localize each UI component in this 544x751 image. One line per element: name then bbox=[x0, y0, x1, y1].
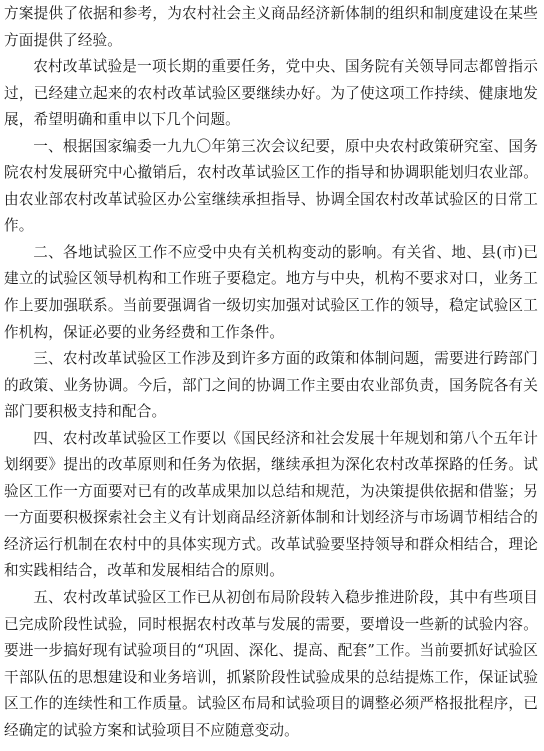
paragraph-item-3: 三、农村改革试验区工作涉及到许多方面的政策和体制问题，需要进行跨部门的政策、业务协调。今后，部门之间的协调工作主要由农业部负责，国务院各有关部门要积极支持和配合。 bbox=[4, 350, 538, 421]
paragraph-item-1: 一、根据国家编委一九九〇年第三次会议纪要，原中央农村政策研究室、国务院农村发展研究中心撤销后，农村改革试验区工作的指导和协调职能划归农业部。由农业部农村改革试验区办公室继续承担指导、协调全国农村改革试验区的日常工作。 bbox=[4, 137, 538, 235]
paragraph-intro: 农村改革试验是一项长期的重要任务，党中央、国务院有关领导同志都曾指示过，已经建立起来的农村改革试验区要继续办好。为了使这项工作持续、健康地发展，希望明确和重申以下几个问题。 bbox=[4, 58, 538, 129]
paragraph-item-5: 五、农村改革试验区工作已从初创布局阶段转入稳步推进阶段，其中有些项目已完成阶段性试验，同时根据农村改革与发展的需要，要增设一些新的试验内容。要进一步搞好现有试验项目的“巩固、深化、提高、配套”工作。当前要抓好试验区干部队伍的思想建设和业务培训，抓紧阶段性试验成果的总结提炼工作，保证试验区工作的连续性和工作质量。试验区布局和试验项目的调整必须严格报批程序，已经确定的试验方案和试验项目不应随意变动。 bbox=[4, 589, 538, 739]
paragraph-continuation: 方案提供了依据和参考，为农村社会主义商品经济新体制的组织和制度建设在某些方面提供了经验。 bbox=[4, 5, 538, 49]
paragraph-item-2: 二、各地试验区工作不应受中央有关机构变动的影响。有关省、地、县(市)已建立的试验区领导机构和工作班子要稳定。地方与中央，机构不要求对口，业务工作上要加强联系。当前要强调省一级切实加强对试验区工作的领导，稳定试验区工作机构，保证必要的业务经费和工作条件。 bbox=[4, 243, 538, 341]
document-page bbox=[0, 1, 544, 751]
paragraph-item-4: 四、农村改革试验区工作要以《国民经济和社会发展十年规划和第八个五年计划纲要》提出的改革原则和任务为依据，继续承担为深化农村改革探路的任务。试验区工作一方面要对已有的改革成果加以总结和规范，为决策提供依据和借鉴；另一方面要积极探索社会主义有计划商品经济新体制和计划经济与市场调节相结合的经济运行机制在农村中的具体实现方式。改革试验要坚持领导和群众相结合，理论和实践相结合，改革和发展相结合的原则。 bbox=[4, 429, 538, 580]
